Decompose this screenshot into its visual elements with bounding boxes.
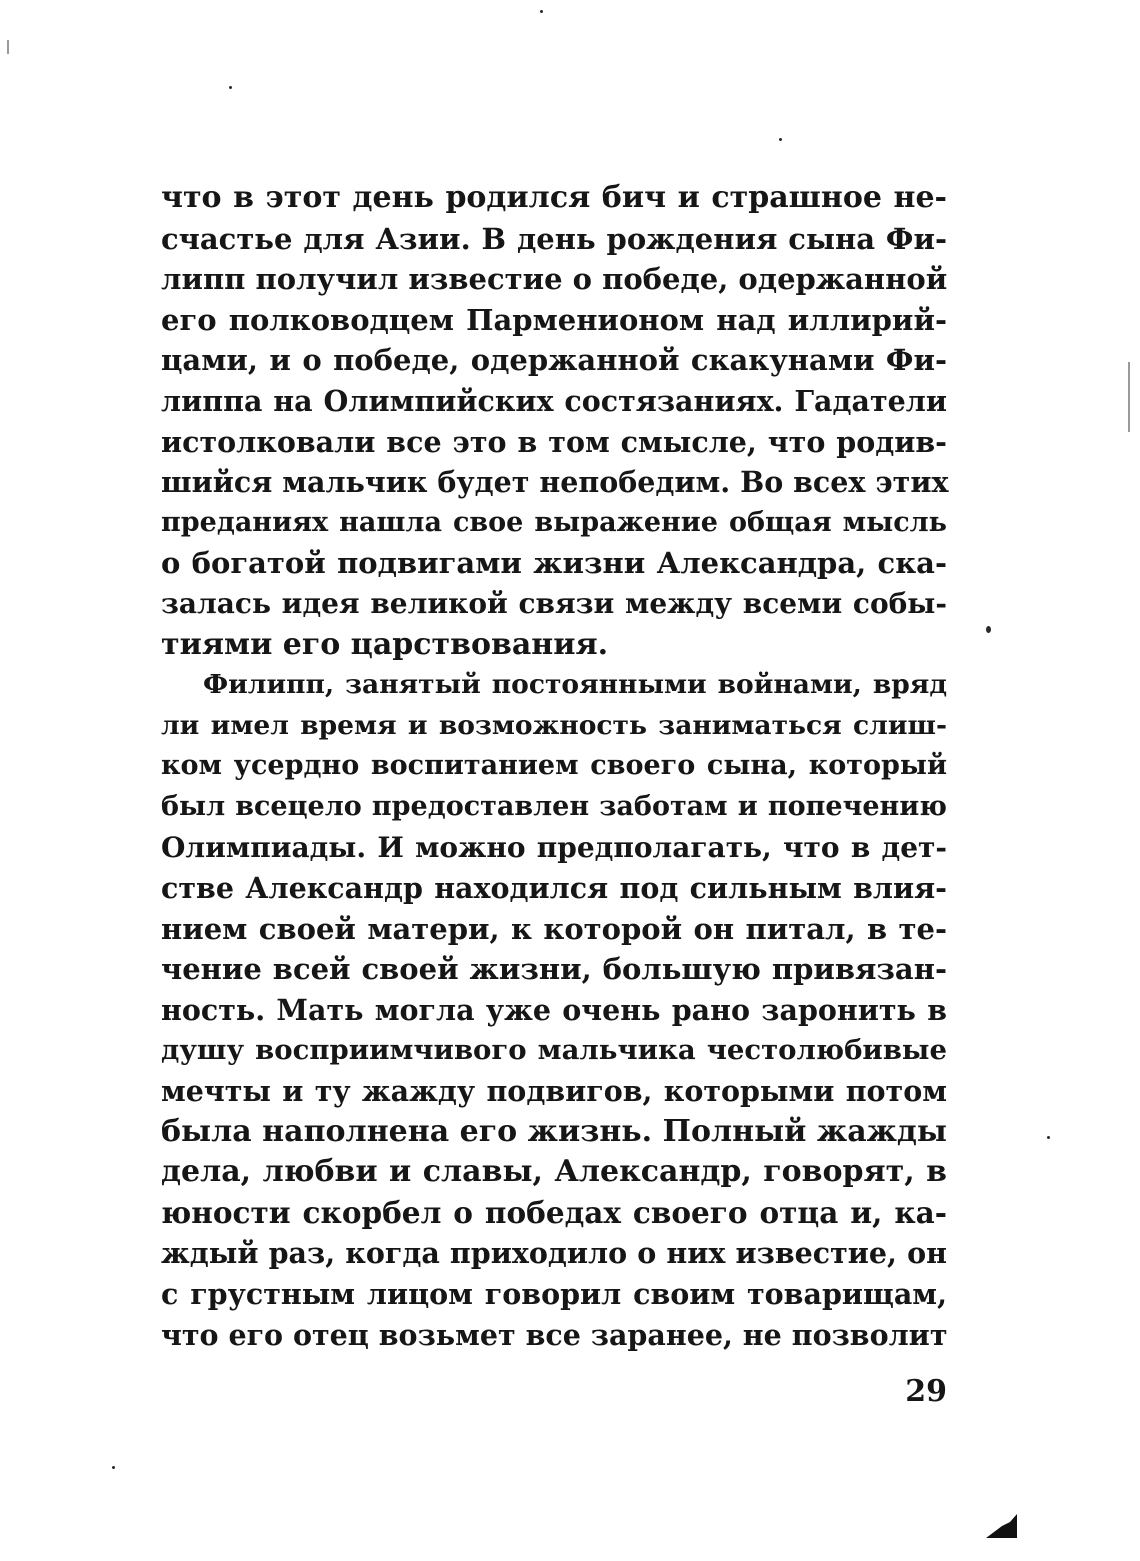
body-text (161, 178, 947, 1355)
text-line: преданиях нашла свое выражение общая мысль (161, 506, 947, 538)
scan-speck (229, 86, 232, 89)
text-line: липпа на Олимпийских состязаниях. Гадатели (161, 383, 947, 418)
text-line: что его отец возьмет все заранее, не позволит (161, 1317, 948, 1352)
text-line: стве Александр находился под сильным влия- (161, 871, 947, 906)
scan-edge-mark (1128, 362, 1130, 432)
text-line: чение всей своей жизни, большую привязан- (161, 952, 947, 987)
paragraph (161, 178, 947, 665)
scan-speck (986, 626, 991, 633)
text-line: ность. Мать могла уже очень рано заронить в (161, 992, 947, 1027)
text-line: что в этот день родился бич и страшное не- (161, 180, 947, 215)
scan-edge-mark (7, 40, 9, 54)
text-line: Олимпиады. И можно предполагать, что в дет- (161, 830, 947, 864)
paragraph (161, 665, 947, 1355)
text-line: истолковали все это в том смысле, что родив- (161, 424, 947, 459)
text-line: тиями его царствования. (161, 626, 609, 662)
text-line: юности скорбел о победах своего отца и, ка- (161, 1194, 947, 1230)
scan-speck (540, 10, 543, 13)
text-line: ждый раз, когда приходило о них известие, он (161, 1236, 947, 1271)
text-line: был всецело предоставлен заботам и попечению (161, 790, 947, 822)
scan-speck (779, 138, 782, 141)
corner-fold-mark (984, 1512, 1018, 1540)
text-line: его полководцем Парменионом над иллирий- (161, 302, 947, 337)
scan-speck (1047, 1136, 1050, 1139)
text-line: счастье для Азии. В день рождения сына Фи- (161, 221, 947, 256)
text-line: о богатой подвигами жизни Александра, ска- (161, 546, 947, 581)
text-line: нием своей матери, к которой он питал, в те- (161, 911, 947, 946)
text-line: ли имел время и возможность заниматься слиш- (161, 709, 947, 741)
text-line: с грустным лицом говорил своим товарищам, (161, 1277, 947, 1312)
text-line: мечты и ту жажду подвигов, которыми потом (161, 1074, 947, 1109)
page-number: 29 (905, 1374, 947, 1409)
scan-speck (112, 1466, 115, 1469)
text-line: залась идея великой связи между всеми собы- (161, 586, 947, 620)
text-line: цами, и о победе, одержанной скакунами Фи- (161, 343, 947, 378)
text-line: липп получил известие о победе, одержанной (161, 262, 948, 297)
text-line: Филипп, занятый постоянными войнами, вряд (203, 669, 947, 701)
text-line: ком усердно воспитанием своего сына, который (161, 750, 947, 782)
text-line: была наполнена его жизнь. Полный жажды (161, 1113, 947, 1149)
text-line: шийся мальчик будет непобедим. Во всех этих (161, 465, 949, 500)
text-line: дела, любви и славы, Александр, говорят, в (161, 1154, 947, 1190)
text-line: душу восприимчивого мальчика честолюбивые (161, 1034, 947, 1067)
